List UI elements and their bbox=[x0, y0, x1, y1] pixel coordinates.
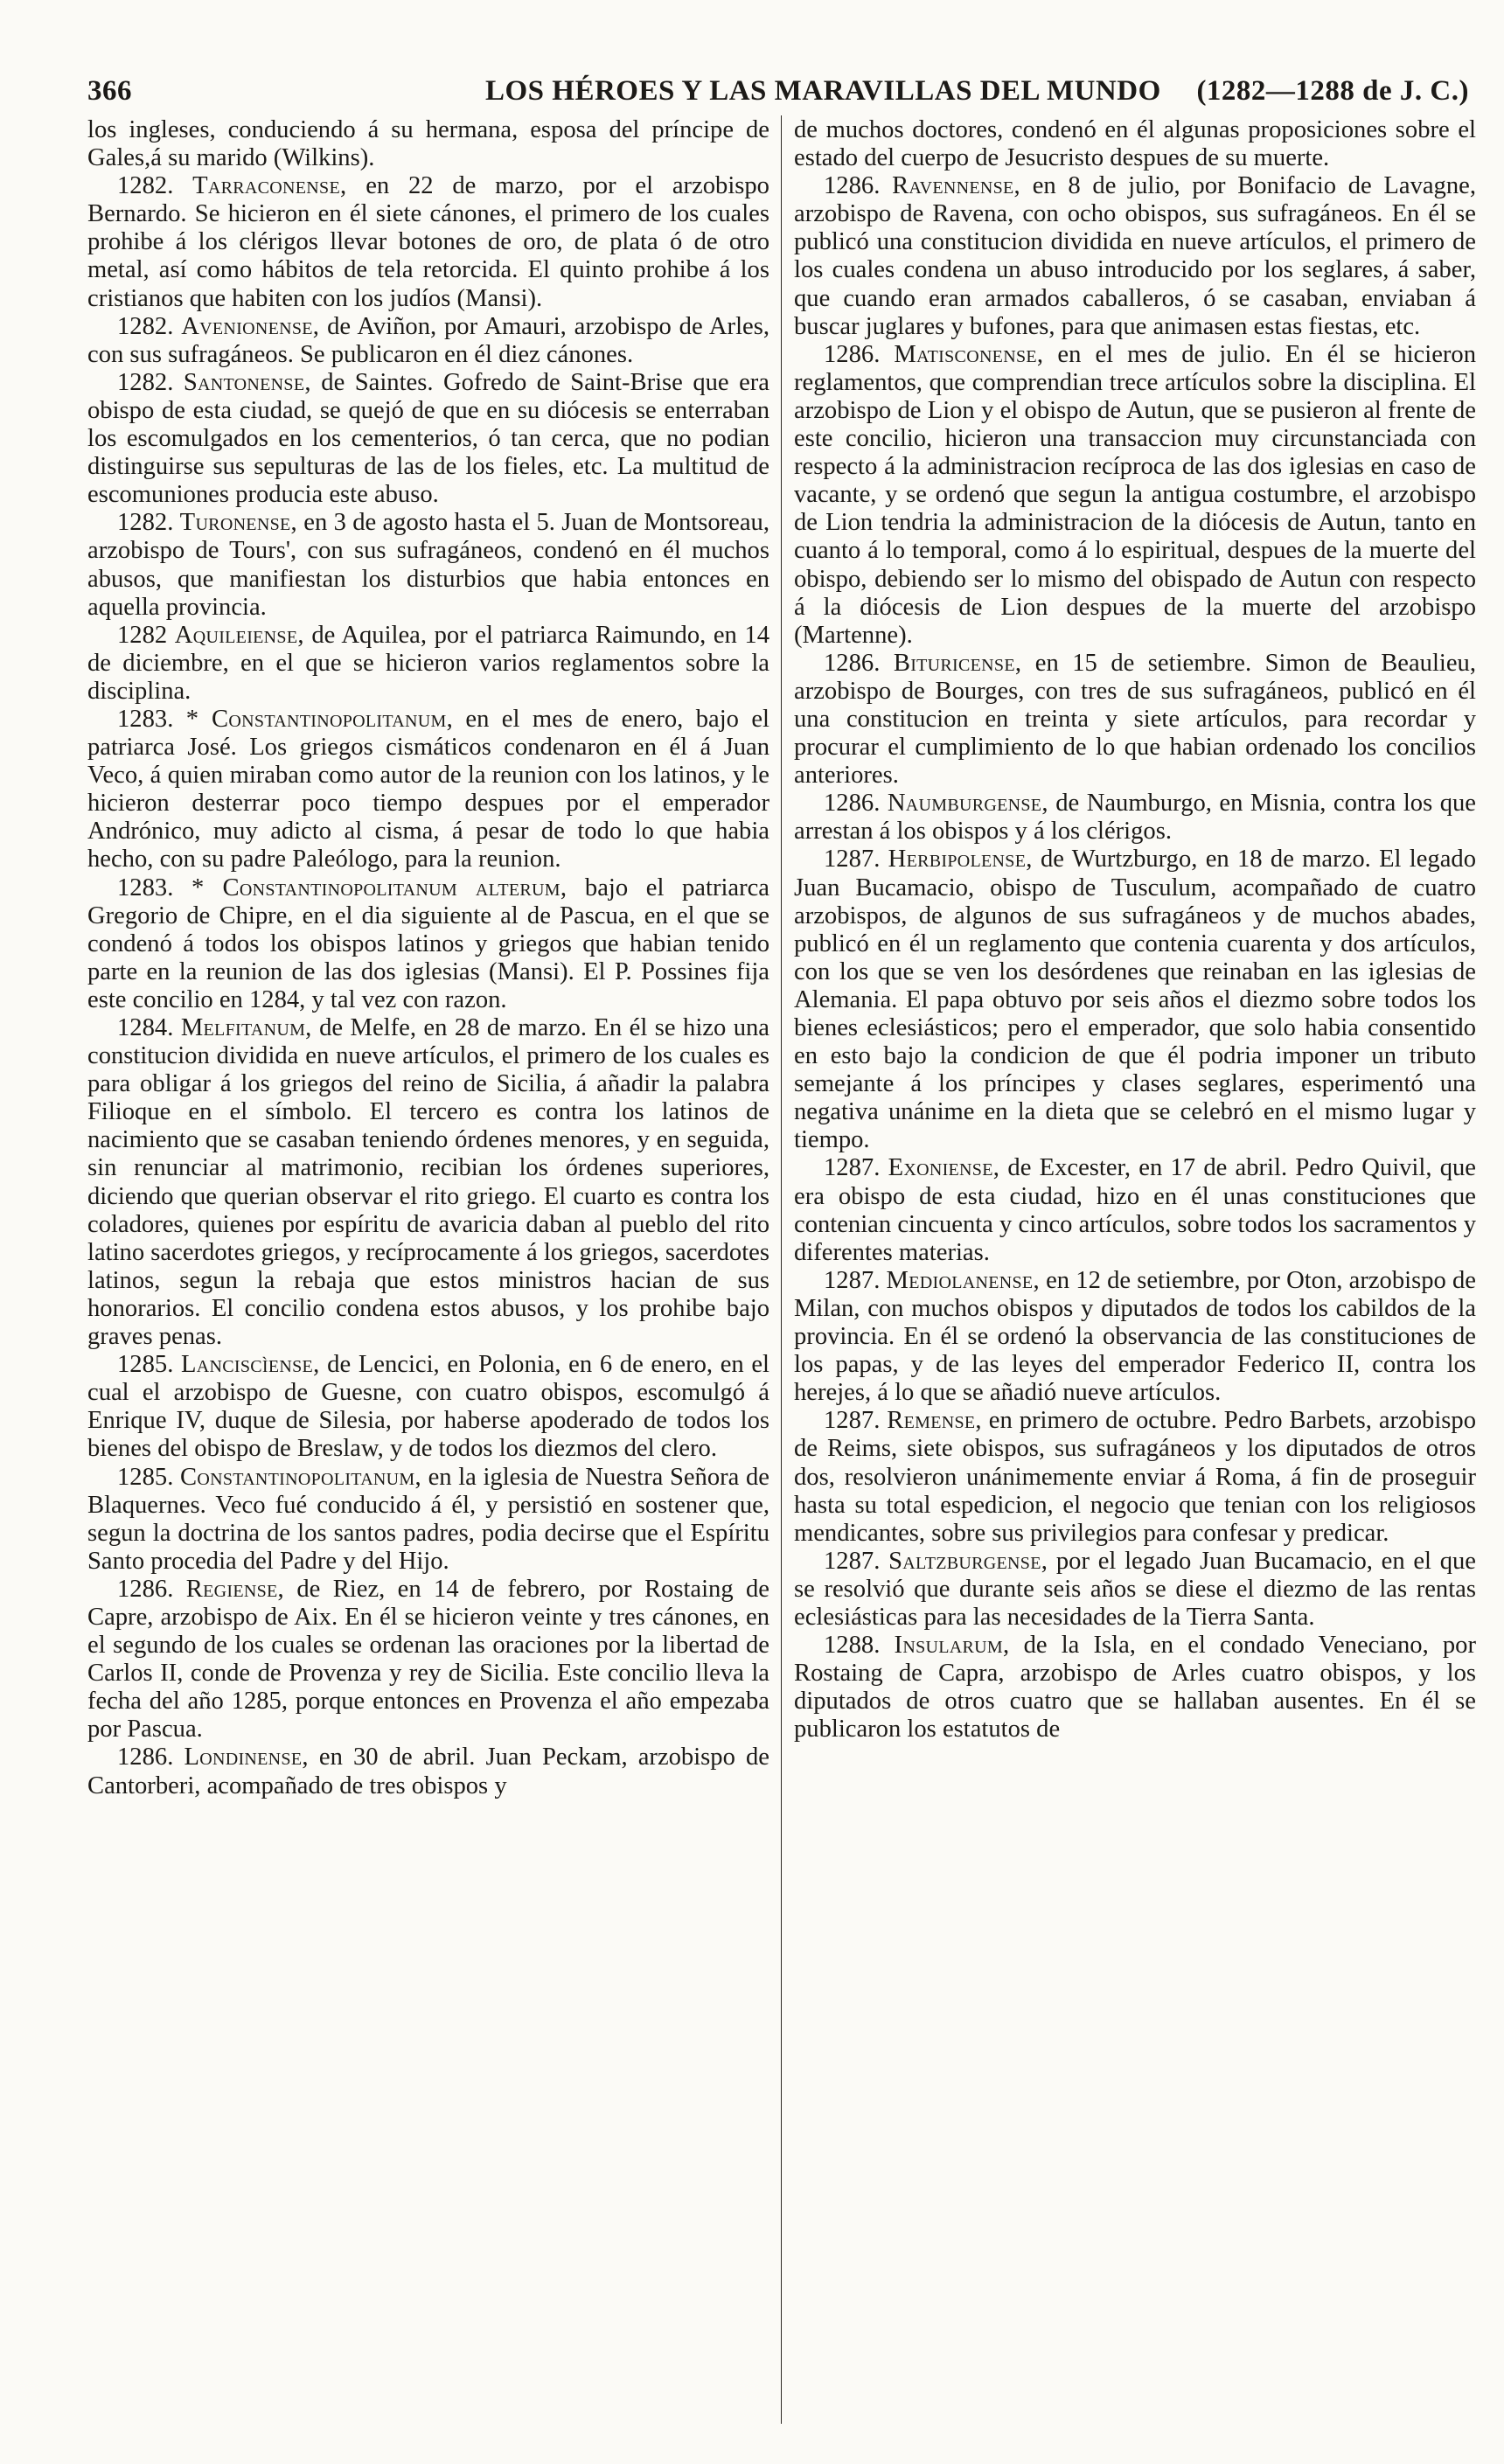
entry-year: 1282. bbox=[117, 312, 174, 340]
council-entry bbox=[87, 1014, 769, 1351]
entry-year: 1286. bbox=[824, 790, 881, 818]
entry-year: 1285. bbox=[117, 1463, 174, 1491]
council-name: Aquileiense, bbox=[174, 621, 304, 649]
entry-text: de Melfe, en 28 de marzo. En él se hizo una constitucion dividida en nueve artículos, el primero de los cuales es para obligar á los griegos del reino de Sicilia, á añadir la palabra Filioque en el símbolo. El tercero es contra los latinos de nacimiento que se casaban teniendo órdenes menores, y en seguida, sin renunciar al matrimonio, recibian los órdenes superiores, diciendo que querian observar el rito griego. El cuarto es contra los coladores, quienes por espíritu de avaricia daban al pueblo del rito latino sacerdotes griegos, y recíprocamente á los griegos, sacerdotes latinos, segun la rebaja que estos ministros hacian de sus honorarios. El concilio condena estos abusos, y los prohibe bajo graves penas. bbox=[87, 1014, 769, 1351]
entry-text: en el mes de enero, bajo el patriarca José. Los griegos cismáticos condenaron en él á Juan Veco, á quien miraban como autor de la reunion con los latinos, y le hicieron desterrar poco tiempo despues por el emperador Andrónico, muy adicto al cisma, á pesar de todo lo que habia hecho, con su padre Paleólogo, para la reunion. bbox=[87, 705, 769, 874]
council-name: Lanciscìense, bbox=[181, 1351, 320, 1379]
entry-year: 1287. bbox=[824, 1266, 881, 1294]
running-title: LOS HÉROES Y LAS MARAVILLAS DEL MUNDO bbox=[485, 75, 1161, 107]
council-name: Avenionense, bbox=[181, 312, 320, 340]
council-name: * Constantinopolitanum, bbox=[185, 705, 454, 733]
left-column bbox=[87, 116, 769, 1800]
council-name: Naumburgense, bbox=[887, 790, 1048, 818]
entry-text: en 15 de setiembre. Simon de Beaulieu, arzobispo de Bourges, con tres de sus sufragáneos, publicó en él una constitucion en treinta y siete artículos, para recordar y procurar el cumplimiento de lo que habian ordenado los concilios anteriores. bbox=[794, 649, 1476, 790]
entry-text: en la iglesia de Nuestra Señora de Blaquernes. Veco fué conducido á él, y persistió en sostener que, segun la doctrina de los santos padres, podia decirse que el Espíritu Santo procedia del Padre y del Hijo. bbox=[87, 1463, 769, 1575]
council-entry bbox=[87, 622, 769, 706]
entry-text: en 8 de julio, por Bonifacio de Lavagne, arzobispo de Ravena, con ocho obispos, sus sufragáneos. En él se publicó una constitucion dividida en nueve artículos, el primero de los cuales condena un abuso introducido por los seglares, á saber, que cuando eran armados caballeros, ó se casaban, enviaban á buscar juglares y bufones, para que animasen estas fiestas, etc. bbox=[794, 172, 1476, 340]
council-entry bbox=[87, 116, 769, 172]
council-name: Herbipolense, bbox=[888, 846, 1033, 874]
council-entry bbox=[87, 313, 769, 369]
council-name: Londinense, bbox=[184, 1744, 309, 1771]
council-name: Tarraconense, bbox=[192, 172, 347, 200]
entry-year: 1286. bbox=[824, 649, 881, 677]
council-name: Turonense, bbox=[179, 509, 297, 537]
entry-year: 1287. bbox=[824, 1547, 881, 1575]
entry-text: en 30 de abril. Juan Peckam, arzobispo de Cantorberi, acompañado de tres obispos y bbox=[87, 1744, 769, 1799]
entry-text: en primero de octubre. Pedro Barbets, arzobispo de Reims, siete obispos, sus sufragáneos y los diputados de otros dos, resolvieron unánimemente enviar á Roma, á fin de proseguir hasta su total espedicion, el negocio que tenian con los religiosos mendicantes, sobre sus privilegios para confesar y predicar. bbox=[794, 1407, 1476, 1547]
right-column bbox=[794, 116, 1476, 1744]
council-entry bbox=[87, 706, 769, 874]
council-name: * Constantinopolitanum alterum, bbox=[191, 874, 567, 901]
entry-year: 1282. bbox=[117, 509, 174, 537]
council-entry bbox=[794, 172, 1476, 341]
council-entry bbox=[794, 116, 1476, 172]
council-entry bbox=[87, 1351, 769, 1463]
entry-year: 1283. bbox=[117, 705, 174, 733]
entry-text: de muchos doctores, condenó en él algunas proposiciones sobre el estado del cuerpo de Jesucristo despues de su muerte. bbox=[794, 116, 1476, 172]
entry-year: 1284. bbox=[117, 1014, 174, 1041]
council-entry bbox=[87, 1576, 769, 1744]
entry-text: de la Isla, en el condado Veneciano, por Rostaing de Capra, arzobispo de Arles cuatro obispos, y los diputados de otros cuatro que se hallaban ausentes. En él se publicaron los estatutos de bbox=[794, 1632, 1476, 1744]
entry-year: 1287. bbox=[824, 1154, 881, 1182]
date-range: (1282—1288 de J. C.) bbox=[1196, 75, 1469, 107]
council-name: Constantinopolitanum, bbox=[179, 1463, 421, 1491]
council-entry bbox=[794, 790, 1476, 846]
entry-text: en 22 de marzo, por el arzobispo Bernardo. Se hicieron en él siete cánones, el primero de los cuales prohibe á los clérigos llevar botones de oro, de plata ó de otro metal, así como hábitos de tela retorcida. El quinto prohibe á los cristianos que habiten con los judíos (Mansi). bbox=[87, 172, 769, 312]
council-entry bbox=[87, 172, 769, 312]
council-name: Bituricense, bbox=[893, 649, 1022, 677]
entry-year: 1286. bbox=[117, 1575, 174, 1603]
entry-year: 1283. bbox=[117, 874, 174, 901]
entry-text: de Lencici, en Polonia, en 6 de enero, en el cual el arzobispo de Guesne, con cuatro obispos, escomulgó á Enrique IV, duque de Silesia, por haberse apoderado de todos los bienes del obispo de Breslaw, y de todos los diezmos del clero. bbox=[87, 1351, 769, 1463]
entry-year: 1286. bbox=[824, 172, 881, 200]
entry-text: de Excester, en 17 de abril. Pedro Quivil, que era obispo de esta ciudad, hizo en él unas constituciones que contenian cincuenta y cinco artículos, sobre todos los sacramentos y diferentes materias. bbox=[794, 1154, 1476, 1266]
council-entry bbox=[794, 341, 1476, 650]
entry-text: en 3 de agosto hasta el 5. Juan de Montsoreau, arzobispo de Tours', con sus sufragáneos, condenó en él muchos abusos, que manifiestan los disturbios que habia entonces en aquella provincia. bbox=[87, 509, 769, 621]
entry-year: 1286. bbox=[824, 340, 881, 368]
entry-year: 1286. bbox=[117, 1744, 174, 1771]
council-entry bbox=[794, 1407, 1476, 1547]
council-name: Ravennense, bbox=[892, 172, 1020, 200]
council-entry bbox=[794, 650, 1476, 790]
council-entry bbox=[794, 1267, 1476, 1407]
entry-text: de Aquilea, por el patriarca Raimundo, en 14 de diciembre, en el que se hicieron varios reglamentos sobre la disciplina. bbox=[87, 621, 770, 705]
council-entry bbox=[87, 1464, 769, 1576]
council-name: Remense, bbox=[887, 1407, 982, 1435]
council-name: Exoniense, bbox=[888, 1154, 1000, 1182]
council-entry bbox=[87, 1744, 769, 1799]
council-name: Melfitanum, bbox=[180, 1014, 312, 1041]
entry-year: 1282. bbox=[117, 368, 174, 396]
entry-year: 1282. bbox=[117, 172, 174, 200]
entry-text: bajo el patriarca Gregorio de Chipre, en el dia siguiente al de Pascua, en el que se condenó á todos los obispos latinos y griegos que habian tenido parte en la reunion de las dos iglesias (Mansi). El P. Possines fija este concilio en 1284, y tal vez con razon. bbox=[87, 874, 769, 1013]
entry-year: 1287. bbox=[824, 1407, 881, 1435]
entry-text: de Naumburgo, en Misnia, contra los que arrestan á los obispos y á los clérigos. bbox=[794, 790, 1476, 846]
council-name: Santonense, bbox=[183, 368, 311, 396]
council-entry bbox=[794, 1632, 1476, 1744]
entry-year: 1288. bbox=[824, 1632, 881, 1660]
page-number: 366 bbox=[87, 75, 132, 107]
council-name: Regiense, bbox=[185, 1575, 284, 1603]
council-name: Matisconense, bbox=[894, 340, 1044, 368]
council-name: Saltzburgense, bbox=[888, 1547, 1048, 1575]
entry-text: por el legado Juan Bucamacio, en el que se resolvió que durante seis años se diese el diezmo de las rentas eclesiásticas para las necesidades de la Tierra Santa. bbox=[794, 1547, 1476, 1631]
entry-text: en 12 de setiembre, por Oton, arzobispo de Milan, con muchos obispos y diputados de todos los cabildos de la provincia. En él se ordenó la observancia de las constituciones de los papas, y de las leyes del emperador Federico II, contra los herejes, á lo que se añadió nueve artículos. bbox=[794, 1266, 1476, 1407]
entry-text: en el mes de julio. En él se hicieron reglamentos, que comprendian trece artículos sobre la disciplina. El arzobispo de Lion y el obispo de Autun, que se pusieron al frente de este concilio, hicieron una transaccion muy circunstanciada con respecto á la administracion recíproca de las dos iglesias en caso de vacante, y se ordenó que segun la antigua costumbre, el arzobispo de Lion tendria la administracion de la diócesis de Autun, tanto en cuanto á lo temporal, como á lo espiritual, despues de la muerte del obispo, debiendo ser lo mismo del obispado de Autun con respecto á la diócesis de Lion despues de la muerte del arzobispo (Martenne). bbox=[794, 340, 1476, 649]
entry-text: los ingleses, conduciendo á su hermana, esposa del príncipe de Gales,á su marido (Wilkins). bbox=[87, 116, 769, 172]
council-entry bbox=[794, 1548, 1476, 1632]
council-entry bbox=[87, 509, 769, 621]
entry-year: 1287. bbox=[824, 846, 881, 874]
entry-year: 1285. bbox=[117, 1351, 174, 1379]
entry-text: de Aviñon, por Amauri, arzobispo de Arles, con sus sufragáneos. Se publicaron en él diez cánones. bbox=[87, 312, 769, 368]
entry-text: de Saintes. Gofredo de Saint-Brise que era obispo de esta ciudad, se quejó de que en su diócesis se enterraban los escomulgados en los cementerios, ó tan cerca, que no podian distinguirse sus sepulturas de las de los fieles, etc. La multitud de escomuniones producia este abuso. bbox=[87, 368, 769, 509]
entry-text: de Riez, en 14 de febrero, por Rostaing de Capre, arzobispo de Aix. En él se hicieron veinte y tres cánones, en el segundo de los cuales se ordenan las oraciones por la libertad de Carlos II, conde de Provenza y rey de Sicilia. Este concilio lleva la fecha del año 1285, porque entonces en Provenza el año empezaba por Pascua. bbox=[87, 1575, 769, 1744]
column-divider bbox=[781, 115, 782, 2424]
council-name: Mediolanense, bbox=[886, 1266, 1040, 1294]
council-name: Insularum, bbox=[894, 1632, 1010, 1660]
running-header bbox=[87, 75, 1469, 114]
entry-year: 1282 bbox=[117, 621, 168, 649]
entry-text: de Wurtzburgo, en 18 de marzo. El legado Juan Bucamacio, obispo de Tusculum, acompañado de cuatro arzobispos, de algunos de sus sufragáneos y de muchos abades, publicó en él un reglamento que contenia cuarenta y dos artículos, con los que se ven los desórdenes que reinaban en las iglesias de Alemania. El papa obtuvo por seis años el diezmo sobre todos los bienes eclesiásticos; pero el emperador, que solo habia consentido en esto bajo la condicion de que él podria imponer un tributo semejante á los príncipes y clases seglares, esperimentó una negativa unánime en la dieta que se celebró en el mismo lugar y tiempo. bbox=[794, 846, 1476, 1154]
council-entry bbox=[87, 874, 769, 1014]
council-entry bbox=[87, 369, 769, 509]
council-entry bbox=[794, 1154, 1476, 1266]
council-entry bbox=[794, 846, 1476, 1154]
